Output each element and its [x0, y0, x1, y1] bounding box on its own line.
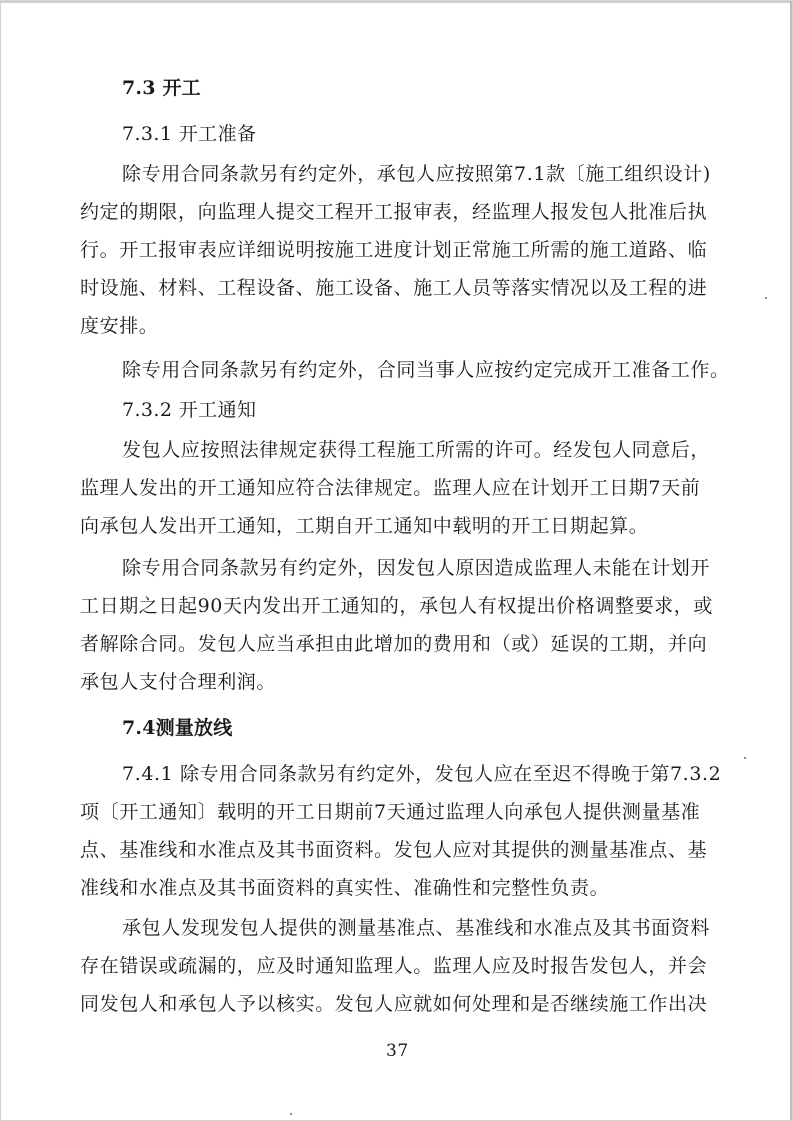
paragraph-line: 监理人发出的开工通知应符合法律规定。监理人应在计划开工日期7天前 — [80, 477, 701, 499]
paragraph-line: 向承包人发出开工通知，工期自开工通知中载明的开工日期起算。 — [80, 515, 649, 537]
paragraph-line: 工日期之日起90天内发出开工通知的，承包人有权提出价格调整要求，或 — [80, 595, 713, 617]
page-number: 37 — [386, 1041, 409, 1061]
subsection-heading-7-3-2: 7.3.2 开工通知 — [122, 399, 257, 421]
paragraph-line: 除专用合同条款另有约定外，因发包人原因造成监理人未能在计划开 — [122, 557, 711, 579]
scan-speck — [290, 1113, 292, 1115]
subsection-heading-7-3-1: 7.3.1 开工准备 — [122, 123, 257, 145]
section-heading-7-4: 7.4测量放线 — [122, 717, 233, 739]
paragraph-line: 存在错误或疏漏的，应及时通知监理人。监理人应及时报告发包人，并会 — [80, 955, 708, 977]
paragraph-line: 者解除合同。发包人应当承担由此增加的费用和（或）延误的工期，并向 — [80, 633, 708, 655]
section-heading-7-3: 7.3 开工 — [122, 77, 201, 99]
paragraph-line: 点、基准线和水准点及其书面资料。发包人应对其提供的测量基准点、基 — [80, 839, 708, 861]
paragraph-line: 除专用合同条款另有约定外，承包人应按照第7.1款〔施工组织设计) — [122, 163, 711, 185]
paragraph-line: 承包人支付合理利润。 — [80, 671, 277, 693]
paragraph-line: 同发包人和承包人予以核实。发包人应就如何处理和是否继续施工作出决 — [80, 993, 708, 1015]
paragraph-line: 承包人发现发包人提供的测量基准点、基准线和水准点及其书面资料 — [122, 917, 711, 939]
scan-speck — [744, 757, 746, 759]
paragraph-line: 项〔开工通知〕载明的开工日期前7天通过监理人向承包人提供测量基准 — [80, 801, 701, 823]
paragraph-line: 除专用合同条款另有约定外，合同当事人应按约定完成开工准备工作。 — [122, 359, 730, 381]
paragraph-line: 准线和水准点及其书面资料的真实性、准确性和完整性负责。 — [80, 877, 610, 899]
paragraph-line: 约定的期限，向监理人提交工程开工报审表，经监理人报发包人批准后执 — [80, 201, 708, 223]
paragraph-line: 发包人应按照法律规定获得工程施工所需的许可。经发包人同意后， — [122, 439, 711, 461]
paragraph-line: 度安排。 — [80, 315, 159, 337]
scan-speck — [765, 297, 767, 299]
scan-edge-top — [1, 1, 792, 3]
paragraph-line: 7.4.1 除专用合同条款另有约定外，发包人应在至迟不得晚于第7.3.2 — [122, 763, 722, 785]
scan-edge-right — [790, 1, 792, 1120]
paragraph-line: 行。开工报审表应详细说明按施工进度计划正常施工所需的施工道路、临 — [80, 239, 708, 261]
paragraph-line: 时设施、材料、工程设备、施工设备、施工人员等落实情况以及工程的进 — [80, 277, 708, 299]
